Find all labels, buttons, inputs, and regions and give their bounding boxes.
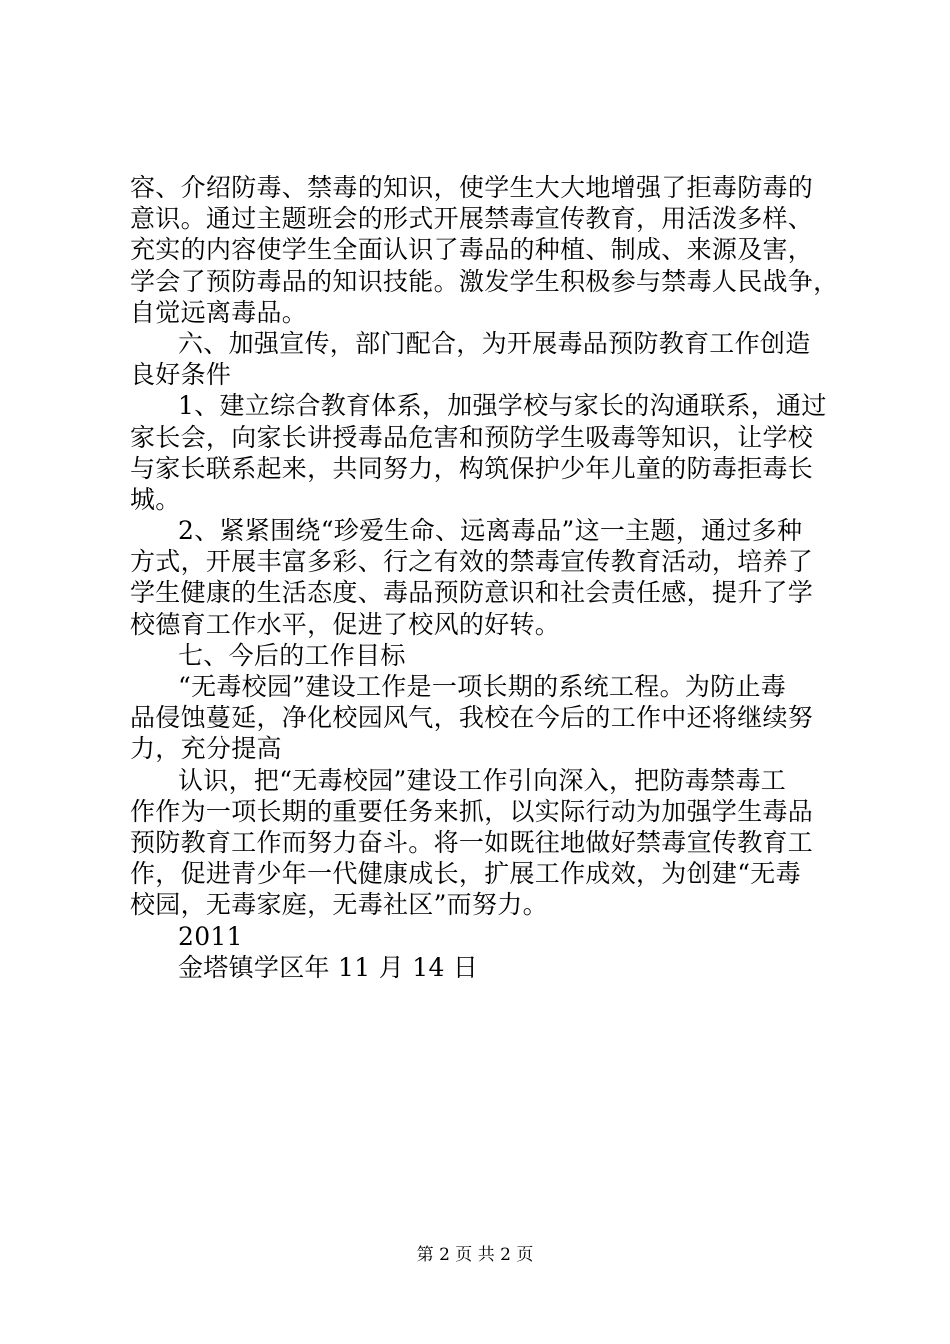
text-line: 家长会，向家长讲授毒品危害和预防学生吸毒等知识，让学校 [130, 422, 814, 452]
text-line: 作，促进青少年一代健康成长，扩展工作成效，为创建“无毒 [130, 859, 801, 889]
page-number-footer: 第 2 页 共 2 页 [416, 1245, 534, 1265]
text-line: 良好条件 [130, 360, 232, 390]
text-line: 金塔镇学区年 11 月 14 日 [178, 952, 479, 982]
text-line: “无毒校园”建设工作是一项长期的系统工程。为防止毒 [178, 672, 787, 701]
text-line: 七、今后的工作目标 [178, 640, 406, 670]
text-line: 容、介绍防毒、禁毒的知识，使学生大大地增强了拒毒防毒的 [130, 173, 814, 202]
text-line: 意识。通过主题班会的形式开展禁毒宣传教育，用活泼多样、 [130, 204, 814, 234]
text-line: 方式，开展丰富多彩、行之有效的禁毒宣传教育活动，培养了 [130, 547, 814, 577]
text-line: 城。 [130, 484, 181, 514]
text-line: 六、加强宣传，部门配合，为开展毒品预防教育工作创造 [178, 328, 811, 358]
text-line: 学会了预防毒品的知识技能。激发学生积极参与禁毒人民战争， [130, 266, 839, 296]
text-line: 校德育工作水平，促进了校风的好转。 [130, 609, 561, 639]
text-line: 学生健康的生活态度、毒品预防意识和社会责任感，提升了学 [130, 578, 814, 608]
text-line: 自觉远离毒品。 [130, 297, 308, 327]
text-line: 1、建立综合教育体系，加强学校与家长的沟通联系，通过 [178, 391, 827, 421]
text-line: 充实的内容使学生全面认识了毒品的种植、制成、来源及害， [130, 235, 814, 265]
text-line: 与家长联系起来，共同努力，构筑保护少年儿童的防毒拒毒长 [130, 453, 814, 483]
text-line: 校园，无毒家庭，无毒社区”而努力。 [130, 890, 548, 920]
text-line: 2011 [178, 921, 243, 951]
text-line: 作作为一项长期的重要任务来抓，以实际行动为加强学生毒品 [130, 796, 814, 826]
text-line: 品侵蚀蔓延，净化校园风气，我校在今后的工作中还将继续努 [130, 703, 814, 733]
document-body [130, 172, 842, 983]
text-line: 预防教育工作而努力奋斗。将一如既往地做好禁毒宣传教育工 [130, 827, 814, 857]
text-line: 认识，把“无毒校园”建设工作引向深入，把防毒禁毒工 [178, 765, 787, 795]
text-line: 2、紧紧围绕“珍爱生命、远离毒品”这一主题，通过多种 [178, 516, 803, 546]
text-line: 力，充分提高 [130, 734, 282, 764]
